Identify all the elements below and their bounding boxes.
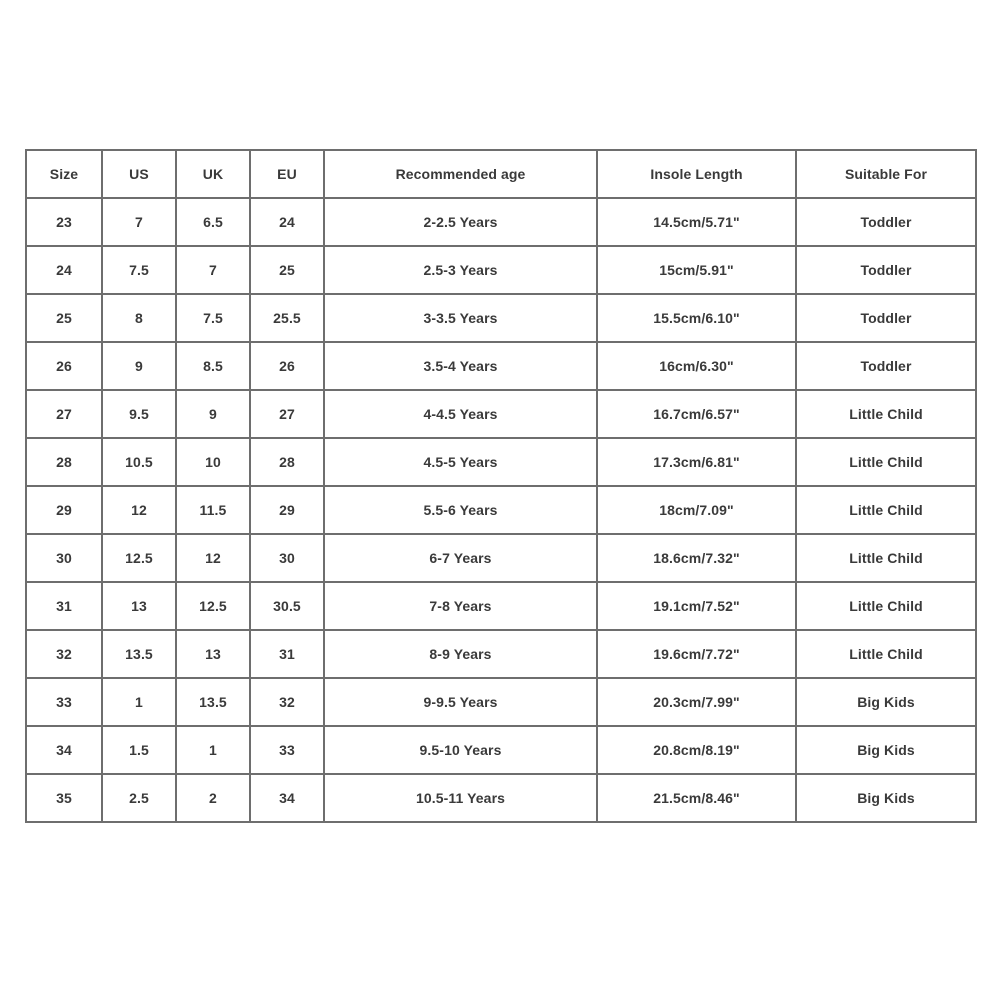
cell-uk: 10 [176, 438, 250, 486]
cell-insole-length: 21.5cm/8.46" [597, 774, 796, 822]
cell-uk: 9 [176, 390, 250, 438]
header-eu: EU [250, 150, 324, 198]
cell-insole-length: 16cm/6.30" [597, 342, 796, 390]
cell-us: 12 [102, 486, 176, 534]
cell-eu: 25.5 [250, 294, 324, 342]
cell-recommended-age: 8-9 Years [324, 630, 597, 678]
cell-us: 13.5 [102, 630, 176, 678]
cell-recommended-age: 10.5-11 Years [324, 774, 597, 822]
cell-insole-length: 17.3cm/6.81" [597, 438, 796, 486]
cell-us: 8 [102, 294, 176, 342]
table-row [26, 534, 976, 582]
cell-recommended-age: 4-4.5 Years [324, 390, 597, 438]
cell-suitable-for: Little Child [796, 534, 976, 582]
cell-recommended-age: 2-2.5 Years [324, 198, 597, 246]
cell-us: 10.5 [102, 438, 176, 486]
cell-eu: 30 [250, 534, 324, 582]
cell-size: 32 [26, 630, 102, 678]
cell-insole-length: 15cm/5.91" [597, 246, 796, 294]
cell-insole-length: 18cm/7.09" [597, 486, 796, 534]
header-size: Size [26, 150, 102, 198]
cell-us: 1 [102, 678, 176, 726]
cell-suitable-for: Little Child [796, 438, 976, 486]
cell-insole-length: 20.8cm/8.19" [597, 726, 796, 774]
cell-uk: 6.5 [176, 198, 250, 246]
cell-eu: 30.5 [250, 582, 324, 630]
cell-eu: 24 [250, 198, 324, 246]
header-recommended-age: Recommended age [324, 150, 597, 198]
cell-us: 1.5 [102, 726, 176, 774]
cell-suitable-for: Little Child [796, 582, 976, 630]
cell-size: 33 [26, 678, 102, 726]
cell-insole-length: 16.7cm/6.57" [597, 390, 796, 438]
cell-us: 7.5 [102, 246, 176, 294]
header-row [26, 150, 976, 198]
cell-eu: 32 [250, 678, 324, 726]
cell-size: 23 [26, 198, 102, 246]
size-chart-table [25, 149, 977, 823]
cell-suitable-for: Little Child [796, 630, 976, 678]
cell-uk: 7.5 [176, 294, 250, 342]
cell-eu: 31 [250, 630, 324, 678]
header-uk: UK [176, 150, 250, 198]
header-suitable-for: Suitable For [796, 150, 976, 198]
cell-recommended-age: 9.5-10 Years [324, 726, 597, 774]
table-row [26, 582, 976, 630]
size-table-body [26, 198, 976, 822]
cell-size: 26 [26, 342, 102, 390]
cell-size: 24 [26, 246, 102, 294]
table-row [26, 630, 976, 678]
cell-insole-length: 14.5cm/5.71" [597, 198, 796, 246]
table-row [26, 246, 976, 294]
cell-suitable-for: Toddler [796, 294, 976, 342]
cell-uk: 8.5 [176, 342, 250, 390]
cell-recommended-age: 6-7 Years [324, 534, 597, 582]
cell-suitable-for: Big Kids [796, 726, 976, 774]
cell-uk: 1 [176, 726, 250, 774]
cell-insole-length: 18.6cm/7.32" [597, 534, 796, 582]
cell-size: 28 [26, 438, 102, 486]
cell-recommended-age: 7-8 Years [324, 582, 597, 630]
cell-size: 30 [26, 534, 102, 582]
cell-recommended-age: 9-9.5 Years [324, 678, 597, 726]
cell-us: 7 [102, 198, 176, 246]
cell-uk: 2 [176, 774, 250, 822]
table-row [26, 198, 976, 246]
cell-size: 31 [26, 582, 102, 630]
cell-us: 9 [102, 342, 176, 390]
cell-insole-length: 19.6cm/7.72" [597, 630, 796, 678]
table-row [26, 726, 976, 774]
cell-uk: 13 [176, 630, 250, 678]
table-row [26, 678, 976, 726]
table-row [26, 438, 976, 486]
cell-eu: 25 [250, 246, 324, 294]
cell-recommended-age: 4.5-5 Years [324, 438, 597, 486]
cell-size: 25 [26, 294, 102, 342]
cell-uk: 12 [176, 534, 250, 582]
table-row [26, 774, 976, 822]
cell-insole-length: 20.3cm/7.99" [597, 678, 796, 726]
cell-size: 27 [26, 390, 102, 438]
cell-us: 9.5 [102, 390, 176, 438]
table-row [26, 342, 976, 390]
table-row [26, 390, 976, 438]
cell-size: 35 [26, 774, 102, 822]
cell-us: 2.5 [102, 774, 176, 822]
cell-insole-length: 19.1cm/7.52" [597, 582, 796, 630]
header-insole-length: Insole Length [597, 150, 796, 198]
cell-suitable-for: Toddler [796, 246, 976, 294]
cell-size: 34 [26, 726, 102, 774]
cell-uk: 7 [176, 246, 250, 294]
cell-insole-length: 15.5cm/6.10" [597, 294, 796, 342]
cell-recommended-age: 2.5-3 Years [324, 246, 597, 294]
cell-recommended-age: 5.5-6 Years [324, 486, 597, 534]
cell-size: 29 [26, 486, 102, 534]
cell-eu: 26 [250, 342, 324, 390]
cell-us: 13 [102, 582, 176, 630]
cell-eu: 27 [250, 390, 324, 438]
cell-suitable-for: Toddler [796, 342, 976, 390]
cell-uk: 12.5 [176, 582, 250, 630]
cell-eu: 29 [250, 486, 324, 534]
cell-suitable-for: Toddler [796, 198, 976, 246]
table-row [26, 294, 976, 342]
cell-suitable-for: Big Kids [796, 774, 976, 822]
cell-suitable-for: Little Child [796, 390, 976, 438]
cell-suitable-for: Little Child [796, 486, 976, 534]
cell-suitable-for: Big Kids [796, 678, 976, 726]
cell-eu: 28 [250, 438, 324, 486]
cell-recommended-age: 3-3.5 Years [324, 294, 597, 342]
cell-uk: 13.5 [176, 678, 250, 726]
cell-us: 12.5 [102, 534, 176, 582]
cell-eu: 33 [250, 726, 324, 774]
header-us: US [102, 150, 176, 198]
cell-uk: 11.5 [176, 486, 250, 534]
cell-eu: 34 [250, 774, 324, 822]
cell-recommended-age: 3.5-4 Years [324, 342, 597, 390]
table-row [26, 486, 976, 534]
